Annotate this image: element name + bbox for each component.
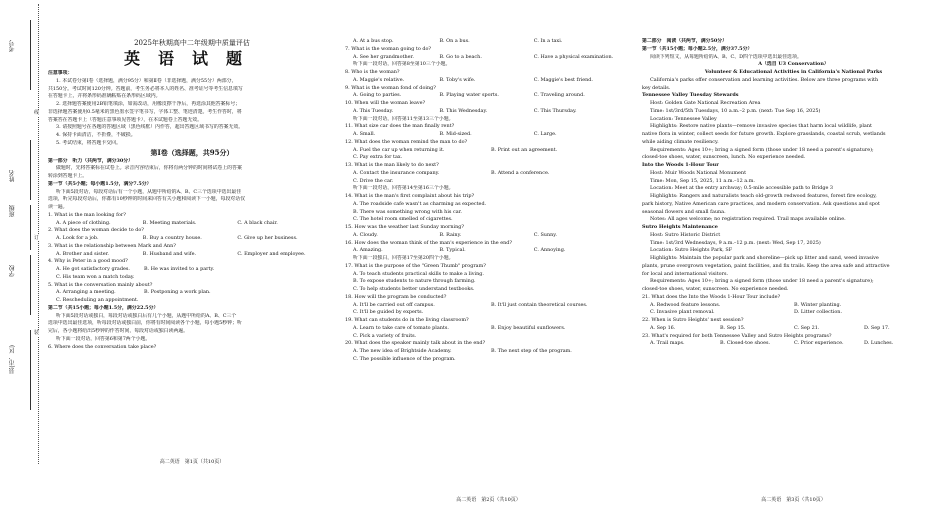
fill-line (30, 330, 31, 410)
question-5: 5. What is the conversation mainly about? (48, 281, 153, 288)
options-13 (345, 170, 632, 178)
option: A. Arranging a meeting. (56, 289, 116, 296)
option: A. It'll be carried out off campus. (353, 301, 435, 308)
note-line: 在答题卡上，并将条形码准确粘贴在条形码区域内。 (48, 93, 161, 100)
options-16 (345, 247, 632, 255)
program-line: Highlights: Maintain the popular park and shoreline—pick up litter and sand, weed invasive (650, 255, 879, 261)
fill-line (30, 20, 31, 90)
option: C. To help students better understand textbooks. (353, 286, 475, 292)
class-label: 班级 (9, 205, 16, 217)
option: B. Husband and wife. (142, 250, 197, 257)
binding-strip (0, 0, 44, 469)
question-4: 4. Why is Peter in a good mood? (48, 258, 128, 265)
program-line: Time: 1st/3rd Wednesdays, 9 a.m.–12 p.m. (next: Wed, Sep 17, 2025) (650, 239, 821, 246)
question-12: 12. What does the woman remind the man to do? (345, 138, 468, 145)
fill-line (30, 140, 31, 200)
question-14: 14. What is the man's first complaint about his trip? (345, 193, 475, 199)
listening-intro: 转涂到答题卡上。 (48, 173, 88, 179)
option: A. This Tuesday. (353, 107, 394, 114)
option: B. Winter planting. (794, 301, 842, 308)
option: B. Typical. (439, 247, 466, 254)
reading-heading: 第二部分 阅读（共两节，满分50分） (642, 38, 728, 44)
option: C. Employer and employee. (237, 250, 306, 257)
listening-heading: 第一部分 听力（共两节，满分30分） (48, 157, 134, 164)
question-15: 15. How was the weather last Sunday morning? (345, 224, 464, 230)
section2-intro: 听下面5段对话或独白，每段对话或独白后有几个小题，从题中所给的A、B、C三个 (56, 312, 237, 319)
question-23: 23. What's required for both Tennessee Valley and Sutro Heights programs? (642, 332, 832, 339)
option: B. Sep 15. (720, 324, 746, 331)
page-1 (48, 0, 336, 469)
dialogue-instruction: 听下面一段独白，回答第17至第20四个小题。 (353, 255, 454, 261)
option: C. Give up her business. (237, 235, 298, 241)
options-19 (345, 325, 632, 333)
option: C. Invasive plant removal. (650, 309, 715, 316)
note-line: 非选择题答案使用0.5毫米的黑色墨水签字笔书写，字体工整、笔迹清楚。考生作答时，将 (48, 108, 242, 115)
page-footer: 高二英语 第3页（共10页） (761, 497, 826, 503)
option: B. Toby's wife. (439, 76, 476, 83)
options-1 (48, 220, 336, 228)
question-2: 2. What does the woman decide to do? (48, 227, 144, 234)
question-1: 1. What is the man looking for? (48, 211, 126, 218)
option: C. Sep 21. (794, 324, 820, 331)
option: A. Redwood feature lessons. (650, 301, 721, 308)
passage-title: Volunteer & Educational Activities in California's National Parks (704, 69, 883, 75)
question-6: 6. Where does the conversation take place? (48, 343, 157, 350)
options-11 (345, 131, 632, 139)
dialogue-instruction: 听下面一段对话，回答第11至第13三个小题。 (353, 115, 454, 122)
option: A. The new idea of Brightside Academy. (353, 348, 452, 354)
dotted-line-char: 订 (34, 235, 40, 241)
dialogue-instruction: 听下面一段对话，回答第6和第7两个小题。 (56, 335, 151, 342)
option: B. There was something wrong with his car. (353, 208, 462, 215)
option: B. This Wednesday. (439, 107, 488, 114)
program-line: Location: Tennessee Valley (650, 115, 717, 122)
option: B. Print out an agreement. (491, 146, 558, 153)
option: C. Have a physical examination. (533, 53, 614, 60)
section2-intro: 完后，各小题将给出5秒钟的作答时间，每段对话或独白读两遍。 (48, 328, 189, 334)
option: D. Litter collection. (794, 309, 843, 316)
section1-intro: 读一遍。 (48, 204, 68, 210)
question-10: 10. When will the woman leave? (345, 100, 426, 106)
note-line: 1. 本试卷分第Ⅰ卷（选择题，满分95分）和第Ⅱ卷（非选择题，满分55分）两部分， (56, 77, 237, 84)
option: C. This Thursday. (533, 107, 577, 114)
school-label: 学校 (9, 265, 16, 277)
option: B. Go to a beach. (439, 53, 482, 60)
options-8 (345, 77, 632, 85)
program-line: Time: 1st/3rd/5th Tuesdays, 10 a.m.–2 p.m. (next: Tue Sep 16, 2025) (650, 107, 821, 114)
option: A. Look for a job. (56, 235, 99, 241)
option: C. Rescheduling an appointment. (56, 297, 139, 303)
options-21 (642, 302, 945, 310)
passage-intro: California's parks offer conservation and learning activities. Below are three programs with (650, 76, 879, 83)
option: C. Pick a variety of fruits. (353, 332, 417, 339)
option: C. Traveling around. (533, 92, 585, 99)
note-line: 共150分。考试时间120分钟。答题前，考生务必将本人的姓名、准考证号等考生信息填写 (48, 85, 243, 92)
options-15 (345, 232, 632, 240)
option: B. Postponing a work plan. (144, 289, 211, 296)
option: C. Annoying. (533, 247, 566, 254)
dialogue-instruction: 听下面一段对话，回答第8至第10三个小题。 (353, 61, 451, 68)
option: C. A black chair. (237, 219, 278, 226)
dialogue-instruction: 听下面一段对话，回答第14至第16三个小题。 (353, 185, 454, 192)
option: B. Buy a country house. (142, 235, 202, 241)
option: A. Trail maps. (650, 340, 685, 347)
options-10 (345, 108, 632, 116)
question-20: 20. What does the speaker mainly talk about in the end? (345, 340, 486, 347)
option: C. Drive the car. (353, 177, 394, 184)
program-line: Location: Meet at the entry archway; 0.5-mile accessible path to Bridge 3 (650, 185, 834, 192)
program-line: closed-toe shoes, water, sunscreen. No experience needed. (642, 286, 789, 292)
section1-intro: 阅读下列短文，从每题所给的A、B、C、D四个选项中选出最佳选项。 (650, 53, 802, 60)
program-line: for local and international visitors. (642, 270, 729, 277)
option: B. Enjoy beautiful sunflowers. (491, 324, 566, 331)
options-3 (48, 251, 336, 259)
section2-intro: 选项中选出最佳选项，听每段对话或独白前，你将有时间阅读各个小题，每小题5秒钟；听 (48, 320, 242, 327)
passage-label: A（选自 U3 Conservation） (758, 61, 829, 68)
options-12 (345, 147, 632, 155)
option: B. Rainy. (439, 231, 462, 238)
question-19: 19. What can students do in the living classroom? (345, 317, 469, 323)
listening-intro: 做题时，先将答案标在试卷上。录音内容结束后，你将有两分钟的时间将试卷上的答案 (56, 165, 242, 172)
dotted-line-char: 线 (34, 110, 40, 116)
options-7 (345, 54, 632, 62)
option: B. He was invited to a party. (144, 266, 215, 272)
exam-title: 2025年秋期高中二年级期中质量评估 (134, 39, 250, 47)
program-line: Requirements: Ages 10+; bring a signed form (those under 18 need a parent's signature); (650, 146, 874, 153)
options-5 (48, 289, 336, 297)
option: D. Lunches. (864, 340, 894, 347)
question-18: 18. How will the program be conducted? (345, 293, 447, 300)
question-13: 13. What is the man likely to do next? (345, 162, 439, 168)
option: A. Cloudy. (353, 231, 378, 238)
option: C. His team won a match today. (56, 273, 135, 280)
passage-intro: key details. (642, 84, 671, 91)
option: A. At a bus stop. (353, 38, 394, 44)
program-line: Time: Mon, Sep 15, 2025, 11 a.m.–12 a.m. (650, 177, 755, 184)
question-17: 17. What is the purpose of the "Green Thumb" program? (345, 262, 486, 269)
section2-heading: 第二节（共15小题；每小题1.5分，满分22.5分） (48, 304, 159, 311)
note-line: 5. 考试结束，将答题卡交回。 (56, 139, 121, 146)
options-23 (642, 340, 945, 348)
note-line: 答案答在答题卡上（答题注意事项见答题卡），在本试题卷上答题无效。 (48, 116, 203, 123)
option: B. To expose students to nature through farming. (353, 278, 476, 285)
option: A. To teach students practical skills to make a living. (353, 270, 484, 277)
program-line: park history, Native American care practices, and modern conservation. Ask questions and spot (642, 200, 880, 207)
option: A. Maggie's relative. (353, 76, 405, 83)
program-line: Highlights: Rangers and naturalists teach old-growth redwood features, forest fire ecology, (650, 193, 877, 199)
note-line: 4. 保持卡面清洁，不折叠，不破损。 (56, 132, 136, 138)
section1-intro: 选项，听完每段对话后，你都有10秒钟的时间来回答有关小题和阅读下一小题，每段对话仅 (48, 196, 245, 203)
question-21: 21. What does the Into the Woods 1-Hour Tour include? (642, 293, 781, 300)
option: B. Meeting materials. (142, 219, 197, 226)
options-9 (345, 92, 632, 100)
program-title: Tennessee Valley Tuesday Stewards (642, 92, 739, 99)
option: A. Brother and sister. (56, 250, 109, 257)
fill-line (30, 205, 31, 250)
option: C. The possible influence of the program. (353, 355, 456, 362)
dotted-line-char: 装 (34, 330, 40, 336)
section1-heading: 第一节（共15小题；每小题2.5分，满分37.5分） (642, 45, 753, 52)
name-label: 姓名 (9, 170, 16, 182)
note-line: 3. 请按照题号在各题的答题区域（黑色线框）内作答，超出答题区域书写的答案无效。 (56, 124, 244, 131)
option: D. Sep 17. (864, 324, 890, 331)
program-title: Into the Woods 1-Hour Tour (642, 162, 719, 168)
page-2 (345, 0, 632, 507)
option: C. Maggie's best friend. (533, 76, 593, 83)
page-footer: 高二英语 第1页（共10页） (159, 459, 225, 465)
notes-heading: 注意事项： (48, 70, 73, 76)
option: A. Fuel the car up when returning it. (353, 146, 445, 153)
option: C. Prior experience. (794, 340, 844, 347)
options-4 (48, 266, 336, 274)
question-16: 16. How does the woman think of the man's experience in the end? (345, 239, 513, 246)
option: C. The hotel room smelled of cigarettes. (353, 216, 453, 223)
option: A. A piece of clothing. (56, 219, 111, 226)
option: A. See her grandmother. (353, 53, 414, 60)
options-22 (642, 325, 945, 333)
subject-title: 英语试题 (123, 49, 260, 68)
question-3: 3. What is the relationship between Mark and Ann? (48, 242, 176, 249)
question-7: 7. What is the woman going to do? (345, 45, 432, 52)
option: B. On a bus. (439, 38, 470, 44)
program-line: seasonal flowers and small fauna. (642, 208, 726, 215)
option: A. He got satisfactory grades. (56, 266, 130, 272)
question-9: 9. What is the woman fond of doing? (345, 84, 436, 91)
options-21b (642, 309, 945, 317)
page-3 (642, 0, 945, 507)
option: C. In a taxi. (533, 38, 563, 44)
option: A. Sep 16. (650, 324, 676, 331)
binding-dotted-line (38, 4, 39, 464)
question-22: 22. When is Sutro Heights' next session? (642, 317, 744, 323)
option: A. Small. (353, 131, 376, 137)
options-2 (48, 235, 336, 243)
option: A. Going to parties. (353, 92, 402, 99)
page-footer: 高二英语 第2页（共10页） (456, 497, 521, 503)
options-6 (345, 38, 632, 46)
section1-heading: 第一节（共5小题；每小题1.5分，满分7.5分） (48, 180, 152, 187)
section1-intro: 听下面5段对话，每段对话后有一个小题，从题中所给的A、B、C三个选项中选出最佳 (56, 188, 242, 195)
question-11: 11. What size car does the man finally rent? (345, 123, 455, 130)
option: B. Mid-sized. (439, 131, 472, 137)
program-line: while aiding climate resiliency. (642, 138, 719, 145)
option: C. Pay extra for tax. (353, 154, 403, 161)
program-line: native flora in winter, collect seeds for future growth. Explore grasslands, coastal scrub, wetlands (642, 131, 886, 137)
exam-number-label: 考号 (9, 40, 16, 52)
fill-line (30, 255, 31, 315)
program-line: Host: Golden Gate National Recreation Area (650, 100, 761, 106)
option: C. Large. (533, 131, 557, 137)
program-line: Host: Muir Woods National Monument (650, 169, 747, 176)
option: A. The roadside cafe wasn't as charming as expected. (353, 200, 487, 207)
options-20 (345, 348, 632, 356)
option: A. Learn to take care of tomato plants. (353, 324, 449, 331)
county-label: 县(市、区) (9, 345, 16, 374)
option: A. Contact the insurance company. (353, 169, 440, 176)
program-line: Host: Sutro Historic District (650, 231, 721, 238)
program-line: plants, prune overgrown vegetation, paint facilities, and fix trails. Keep the area safe and attractive (642, 262, 890, 269)
option: B. Playing water sports. (439, 92, 499, 99)
program-line: Highlights: Restore native plants—remove invasive species that harm local wildlife, plant (650, 123, 872, 130)
program-line: Notes: All ages welcome; no registration required. Trail maps available online. (650, 216, 846, 223)
note-line: 2. 选择题答案使用2B铅笔填涂，如需改动，用橡皮擦干净后，再选涂其他答案标号； (56, 101, 241, 107)
program-line: closed-toe shoes, water, sunscreen, lunch. No experience needed. (642, 154, 806, 161)
option: B. Closed-toe shoes. (720, 340, 771, 347)
option: B. It'll just contain theoretical courses. (491, 301, 588, 308)
part-heading: 第Ⅰ卷（选择题，共95分） (150, 147, 234, 157)
option: C. It'll be guided by experts. (353, 309, 424, 316)
option: B. The next step of the program. (491, 348, 572, 354)
program-line: Requirements: Ages 10+; bring a signed form (those under 18 need a parent's signature); (650, 278, 874, 285)
option: A. Amazing. (353, 247, 383, 254)
option: C. Sunny. (533, 231, 557, 238)
question-8: 8. Who is the woman? (345, 69, 400, 75)
program-title: Sutro Heights Maintenance (642, 224, 718, 230)
option: B. Attend a conference. (491, 169, 550, 176)
options-18 (345, 302, 632, 310)
program-line: Location: Sutro Heights Park, SF (650, 247, 733, 254)
